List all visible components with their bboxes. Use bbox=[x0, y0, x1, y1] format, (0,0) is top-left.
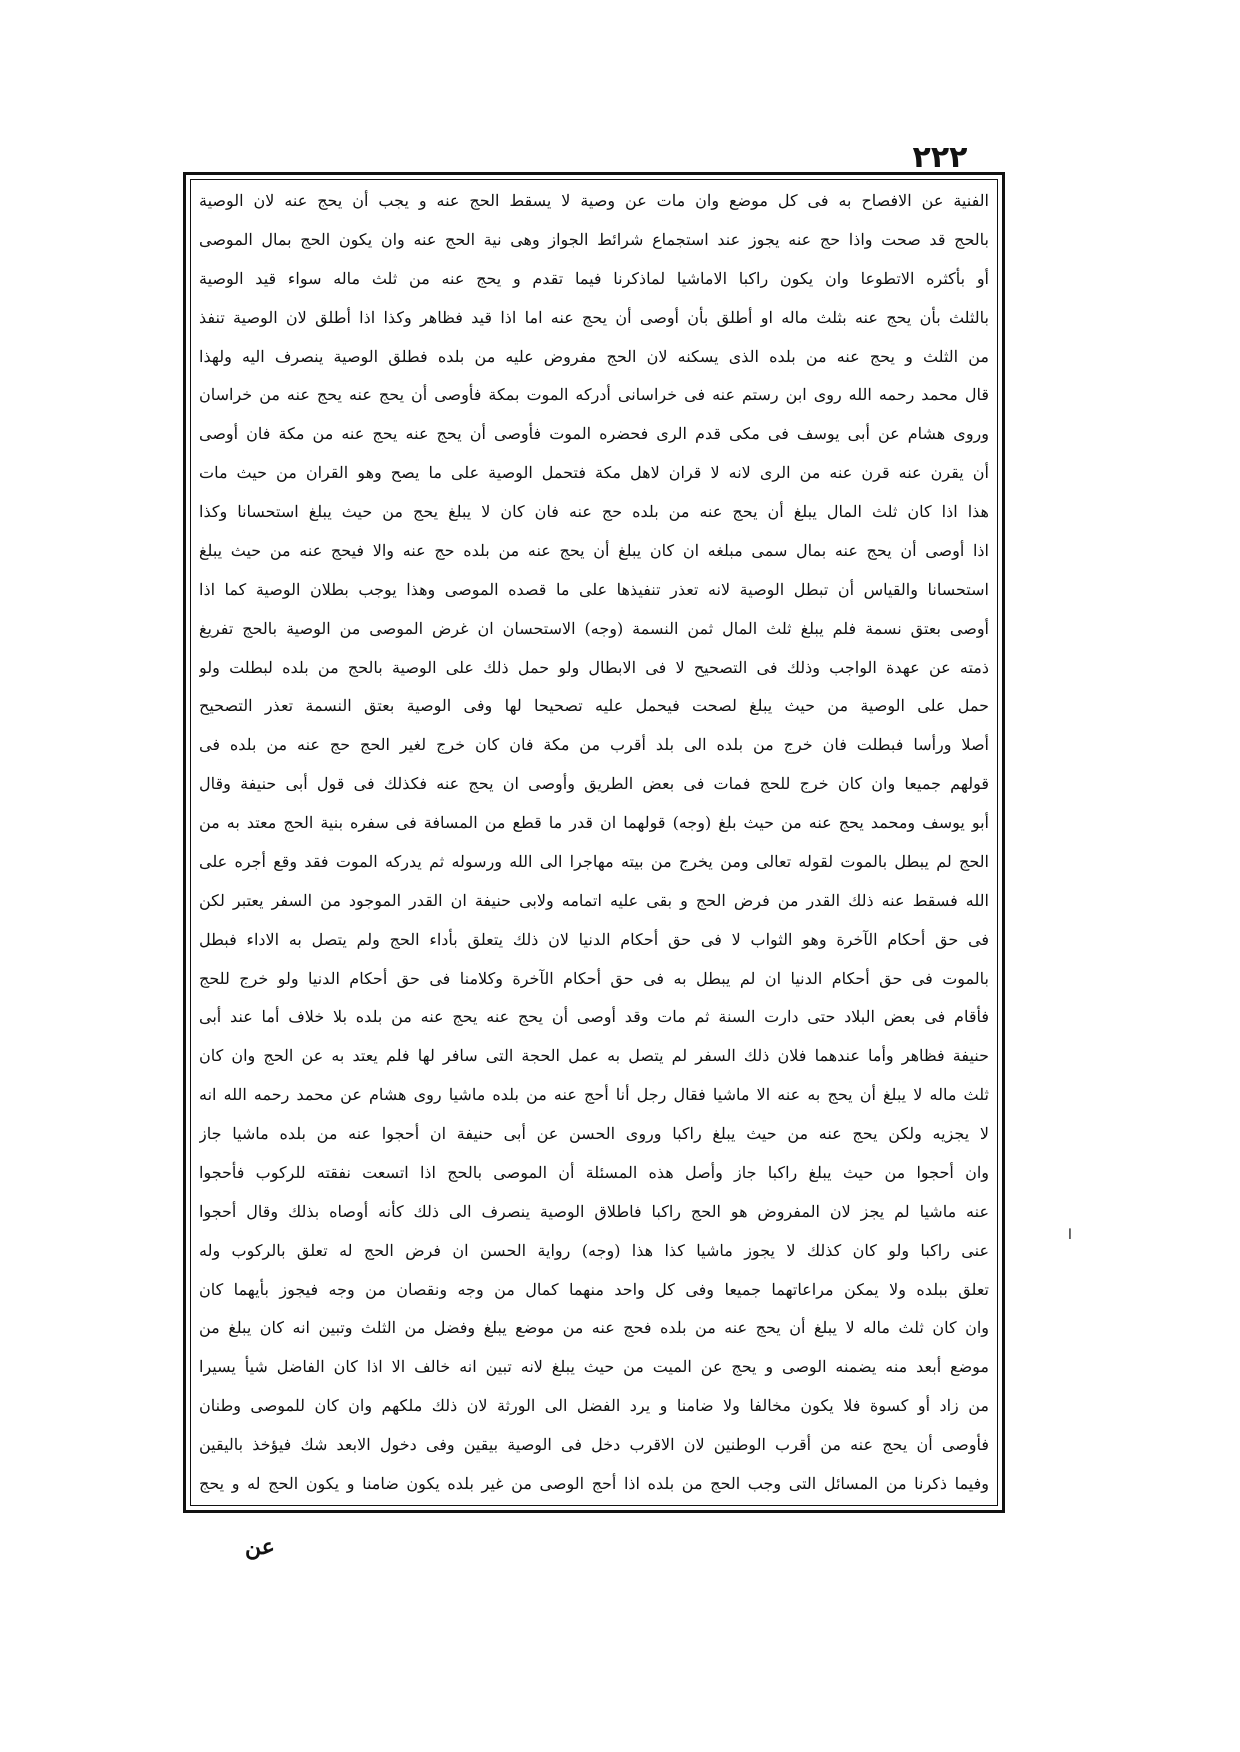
text-line: عنه ماشيا لم يجز لان المفروض هو الحج راكبا فاطلاق الوصية ينصرف الى ذلك كأنه أوصاه بذلك وقال أحجوا bbox=[199, 1201, 989, 1221]
text-line: وروى هشام عن أبى يوسف فى مكى قدم الرى فحضره الموت فأوصى أن يحج عنه يحج عنه من مكة فان أوصى bbox=[199, 424, 989, 444]
text-line: أو بأكثره الاتطوعا وان يكون راكبا الاماشيا لماذكرنا فيما تقدم و يحج عنه من ثلث ماله سواء قيد الوصية bbox=[199, 268, 989, 288]
text-line: اذا أوصى أن يحج عنه بمال سمى مبلغه ان كان يبلغ أن يحج عنه من بلده حج عنه والا فيحج عنه من حيث يبلغ bbox=[199, 540, 989, 560]
text-line: بالحج قد صحت واذا حج عنه يجوز عند استجماع شرائط الجواز وهى نية الحج عنه وان يكون الحج بمال الموصى bbox=[199, 229, 989, 249]
text-line: من زاد أو كسوة فلا يكون مخالفا ولا ضامنا و يرد الفضل الى الورثة لان ذلك ملكهم وان كان للموصى وطنان bbox=[199, 1396, 989, 1416]
text-line: بالثلث بأن يحج عنه بثلث ماله او أطلق بأن أوصى أن يحج عنه اما اذا قيد فظاهر وكذا اذا أطلق لان الوصية تنفذ bbox=[199, 307, 989, 327]
text-line: ثلث ماله لا يبلغ أن يحج به عنه الا ماشيا فقال رجل أنا أحج عنه من بلده ماشيا روى هشام عن محمد رحمه الله انه bbox=[199, 1085, 989, 1105]
text-line: قولهم جميعا وان كان خرج للحج فمات فى بعض الطريق وأوصى ان يحج عنه فكذلك فى قول أبى حنيفة وقال bbox=[199, 774, 989, 794]
text-line: وان أحجوا من حيث يبلغ راكبا جاز وأصل هذه المسئلة أن الموصى بالحج اذا اتسعت نفقته للركوب فأحجوا bbox=[199, 1162, 989, 1182]
text-line: عنى راكبا ولو كان كذلك لا يجوز ماشيا كذا هذا (وجه) رواية الحسن ان فرض الحج له تعلق بالركوب وله bbox=[199, 1240, 989, 1260]
text-line: تعلق ببلده ولا يمكن مراعاتهما جميعا وفى كل واحد منهما كمال من وجه ونقصان من وجه فيجوز بأيهما كان bbox=[199, 1279, 989, 1299]
text-line: الفنية عن الافصاح به فى كل موضع وان مات عن وصية لا يسقط الحج عنه و يجب أن يحج عنه لان الوصية bbox=[199, 191, 989, 210]
text-line: فى حق أحكام الآخرة وهو الثواب لا فى حق أحكام الدنيا لان ذلك يتعلق بأداء الحج ولم يتصل به الاداء فبطل bbox=[199, 929, 989, 949]
text-line: الحج لم يبطل بالموت لقوله تعالى ومن يخرج من بيته مهاجرا الى الله ورسوله ثم يدركه الموت فقد وقع أجره على bbox=[199, 851, 989, 871]
inner-border bbox=[190, 179, 998, 1506]
text-line: موضع أبعد منه يضمنه الوصى و يحج عن الميت من حيث يبلغ لانه تبين انه خالف الا اذا كان الفاضل شيأ يسيرا bbox=[199, 1357, 989, 1377]
page-number: ٢٢٢ bbox=[912, 140, 968, 175]
text-line: وان كان ثلث ماله لا يبلغ أن يحج عنه من بلده فحج عنه من موضع يبلغ وفضل من الثلث وتبين انه كان يبلغ من bbox=[199, 1318, 989, 1338]
text-line: ذمته عن عهدة الواجب وذلك فى التصحيح لا فى الابطال ولو حمل ذلك على الوصية بالحج من بلده لبطلت ولو bbox=[199, 657, 989, 677]
text-line: وفيما ذكرنا من المسائل التى وجب الحج من بلده اذا أحج الوصى من غير بلده يكون ضامنا و يكون الحج له و يحج bbox=[199, 1473, 989, 1493]
margin-mark: ا bbox=[1068, 1227, 1072, 1243]
text-line: هذا اذا كان ثلث المال يبلغ أن يحج عنه من بلده حج عنه فان كان لا يبلغ يحج من حيث يبلغ استحسانا وكذا bbox=[199, 502, 989, 521]
text-line: الله فسقط عنه ذلك القدر من فرض الحج و بقى عليه اتمامه ولابى حنيفة ان القدر الموجود من السفر يعتبر لكن bbox=[199, 890, 989, 910]
text-line: أن يقرن عنه قرن عنه من الرى لانه لا قران لاهل مكة فتحمل الوصية على ما يصح وهو القران من حيث مات bbox=[199, 463, 989, 483]
text-line: حمل على الوصية من حيث يبلغ لصحت فيحمل عليه تصحيحا لها وفى الوصية بعتق النسمة تعذر التصحيح bbox=[199, 696, 989, 716]
text-line: بالموت فى حق أحكام الدنيا ان لم يبطل به فى حق أحكام الآخرة وكلامنا فى حق أحكام الدنيا ولو خرج للحج bbox=[199, 968, 989, 988]
catchword: عن bbox=[245, 1534, 275, 1560]
text-line: أوصى بعتق نسمة فلم يبلغ ثلث المال ثمن النسمة (وجه) الاستحسان ان غرض الموصى من الوصية بالحج تفريغ bbox=[199, 618, 989, 638]
text-line: فأوصى أن يحج عنه من أقرب الوطنين لان الاقرب دخل فى الوصية بيقين وفى دخول الابعد شك فيؤخذ باليقين bbox=[199, 1435, 989, 1454]
text-line: أصلا ورأسا فبطلت فان خرج من بلده الى بلد أقرب من مكة فان كان خرج لغير الحج حج عنه من بلده فى bbox=[199, 735, 989, 755]
text-line: من الثلث و يحج عنه من بلده الذى يسكنه لان الحج مفروض عليه من بلده فطلق الوصية ينصرف اليه ولهذا bbox=[199, 346, 989, 366]
text-line: استحسانا والقياس أن تبطل الوصية لانه تعذر تنفيذها على ما قصده الموصى وهذا يوجب بطلان الوصية كما اذا bbox=[199, 579, 989, 599]
text-line: قال محمد رحمه الله روى ابن رستم عنه فى خراسانى أدركه الموت بمكة فأوصى أن يحج عنه يحج عنه من خراسان bbox=[199, 385, 989, 405]
text-line: لا يجزيه ولكن يحج عنه من حيث يبلغ راكبا وروى الحسن عن أبى حنيفة ان أحجوا عنه من بلده ماشيا جاز bbox=[199, 1124, 989, 1143]
text-line: أبو يوسف ومحمد يحج عنه من حيث بلغ (وجه) قولهما ان قدر ما قطع من المسافة فى سفره بنية الحج معتد به من bbox=[199, 813, 989, 832]
page-border bbox=[183, 172, 1005, 1513]
text-column bbox=[199, 186, 989, 1499]
text-line: حنيفة فظاهر وأما عندهما فلان ذلك السفر لم يتصل به عمل الحجة التى سافر لها فلم يعتد به عن الحج وان كان bbox=[199, 1046, 989, 1066]
text-line: فأقام فى بعض البلاد حتى دارت السنة ثم مات وقد أوصى أن يحج عنه يحج عنه من بلده بلا خلاف أما عند أبى bbox=[199, 1007, 989, 1027]
